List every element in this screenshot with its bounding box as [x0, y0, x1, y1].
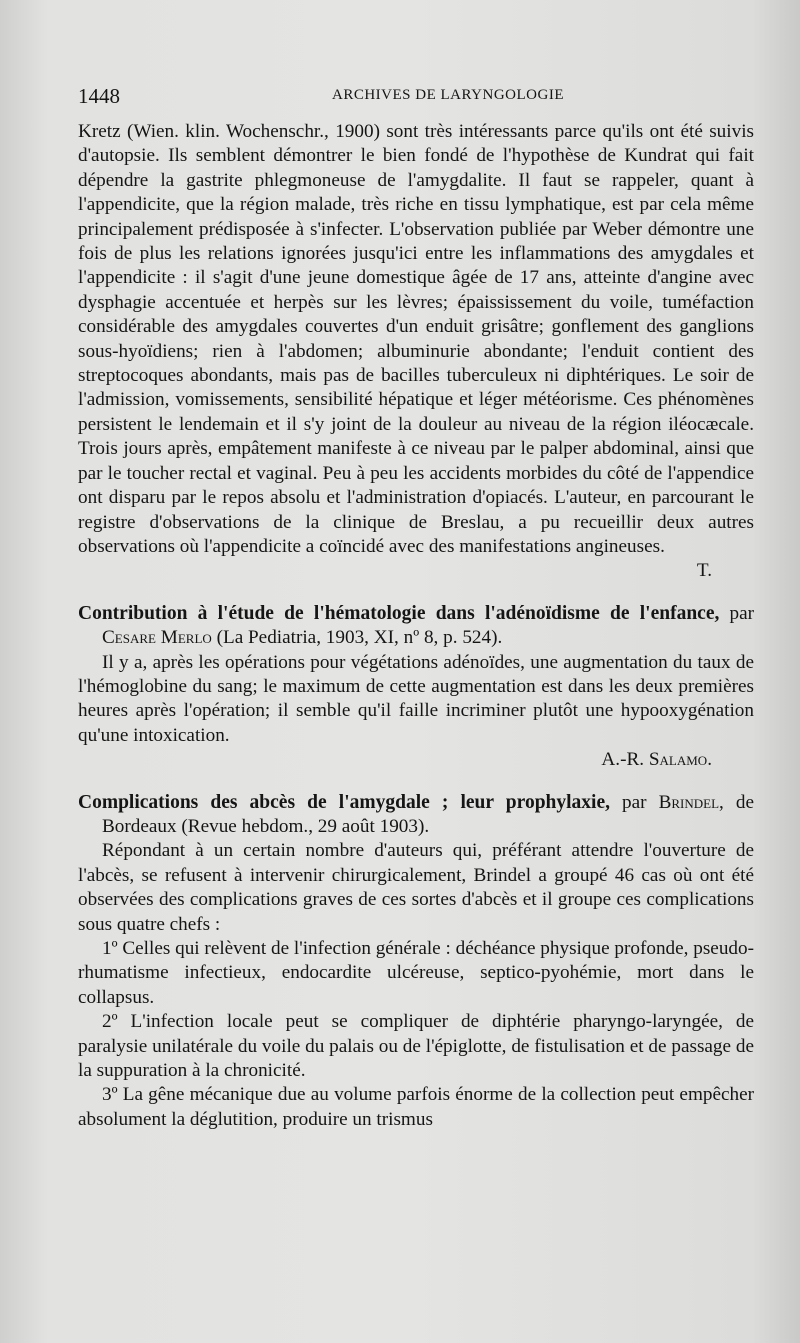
running-title: ARCHIVES DE LARYNGOLOGIE [332, 87, 564, 103]
article-author: Cesare Merlo [102, 627, 212, 649]
article-by: par [729, 602, 755, 624]
article-signature: A.-R. Salamo. [601, 749, 712, 771]
article-by: par [622, 791, 647, 813]
list-item: 2º L'infection locale peut se compliquer de diphtérie pharyngo-laryngée, de paralysie unilatérale du voile du palais ou de l'épiglotte, de fistulisation et de passage de la suppuration à la chronicité. [78, 1011, 754, 1082]
article-reference: , de Bordeaux (Revue hebdom., 29 août 1903). [102, 791, 754, 837]
page-content [78, 120, 754, 1132]
article-body: Il y a, après les opérations pour végétations adénoïdes, une augmentation du taux de l'hémoglobine du sang; le maximum de cette augmentation est dans les deux premières heures après l'opération; il semble qu'il faille incriminer plutôt une hypooxygénation qu'une intoxication. [78, 651, 754, 746]
intro-signature: T. [696, 560, 712, 582]
list-item: 3º La gêne mécanique due au volume parfois énorme de la collection peut empêcher absolument la déglutition, produire un trismus [78, 1084, 754, 1130]
article-author: Brindel [658, 791, 720, 813]
list-item: 1º Celles qui relèvent de l'infection générale : déchéance physique profonde, pseudo-rhumatisme infectieux, endocardite ulcéreuse, septico-pyohémie, mort dans le collapsus. [78, 938, 754, 1008]
article-hematologie [78, 602, 754, 773]
article-body: Répondant à un certain nombre d'auteurs qui, préférant attendre l'ouverture de l'abcès, se refusent à intervenir chirurgicalement, Brindel a groupé 46 cas où ont été observées des complications graves de ces sortes d'abcès et il groupe ces complications sous quatre chefs : [78, 840, 754, 935]
intro-paragraph: Kretz (Wien. klin. Wochenschr., 1900) sont très intéressants parce qu'ils ont été suivis d'autopsie. Ils semblent démontrer le bien fondé de l'hypothèse de Kundrat qui fait dépendre la gastrite phlegmoneuse de l'amygdalite. Il faut se rappeler, quant à l'appendicite, que la région malade, très riche en tissu lymphatique, est par cela même principalement prédisposée à s'infecter. L'observation publiée par Weber démontre une fois de plus les relations ignorées jusqu'ici entre les inflammations des amygdales et l'appendicite : il s'agit d'une jeune domestique âgée de 17 ans, atteinte d'angine avec dysphagie accentuée et herpès sur les lèvres; épaississement du voile, tuméfaction considérable des amygdales couvertes d'un enduit grisâtre; gonflement des ganglions sous-hyoïdiens; rien à l'abdomen; albuminurie abondante; l'enduit contient des streptocoques abondants, mais pas de bacilles tuberculeux ni diphtériques. Le soir de l'admission, vomissements, sensibilité hépatique et léger météorisme. Ces phénomènes persistent le lendemain et il s'y joint de la douleur au niveau de la région iléocæcale. Trois jours après, empâtement manifeste à ce niveau par le palper abdominal, ainsi que par le toucher rectal et vaginal. Peu à peu les accidents morbides du côté de l'appendice ont disparu par le repos absolu et l'administration d'opiacés. L'auteur, en parcourant le registre d'observations de la clinique de Breslau, a pu recueillir deux autres observations où l'appendicite a coïncidé avec des manifestations angineuses. [78, 121, 754, 557]
page-header [78, 84, 758, 112]
article-title: Complications des abcès de l'amygdale ; leur prophylaxie, [78, 791, 611, 813]
article-title: Contribution à l'étude de l'hématologie dans l'adénoïdisme de l'enfance, [78, 602, 720, 624]
article-heading [78, 791, 754, 840]
page-number: 1448 [78, 84, 120, 108]
article-heading [78, 602, 754, 651]
article-abces-amygdale [78, 791, 754, 1133]
article-reference: (La Pediatria, 1903, XI, nº 8, p. 524). [216, 627, 503, 649]
